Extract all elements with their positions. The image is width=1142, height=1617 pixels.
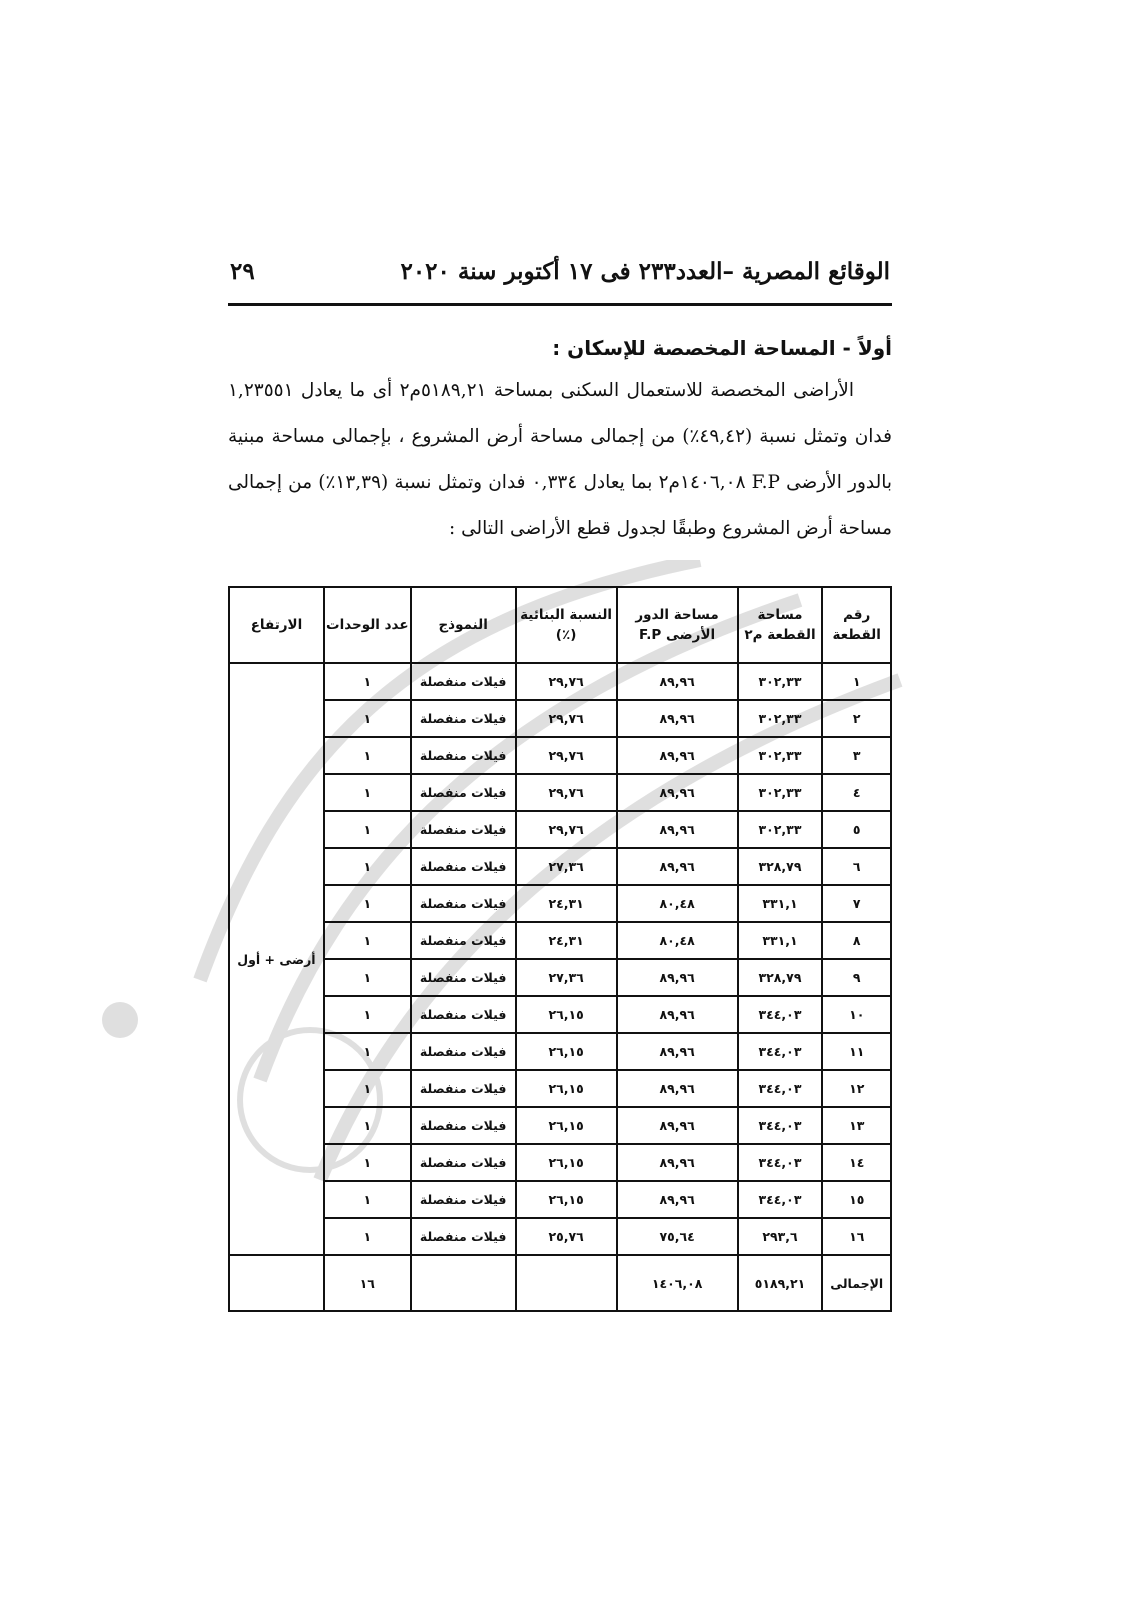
model-cell: فيلات منفصلة: [411, 996, 516, 1033]
coverage-cell: ٢٦,١٥: [516, 1144, 617, 1181]
coverage-cell: ٢٧,٣٦: [516, 848, 617, 885]
units-cell: ١: [324, 737, 411, 774]
coverage-cell: ٢٩,٧٦: [516, 811, 617, 848]
table-row: [229, 1033, 891, 1070]
plot-no-cell: ٥: [822, 811, 891, 848]
plot-area-cell: ٣٠٢,٣٣: [738, 663, 823, 700]
plot-no-cell: ٦: [822, 848, 891, 885]
model-cell: فيلات منفصلة: [411, 848, 516, 885]
units-cell: ١: [324, 1070, 411, 1107]
table-row: [229, 774, 891, 811]
plot-area-cell: ٣٢٨,٧٩: [738, 959, 823, 996]
plot-area-cell: ٣٤٤,٠٣: [738, 996, 823, 1033]
plot-area-cell: ٣٤٤,٠٣: [738, 1144, 823, 1181]
plot-area-cell: ٣٠٢,٣٣: [738, 700, 823, 737]
coverage-cell: ٢٩,٧٦: [516, 663, 617, 700]
header-divider: [228, 303, 892, 306]
coverage-cell: ٢٩,٧٦: [516, 700, 617, 737]
ground-fp-cell: ٧٥,٦٤: [617, 1218, 738, 1255]
model-cell: فيلات منفصلة: [411, 811, 516, 848]
table-row: [229, 885, 891, 922]
table-row: [229, 1107, 891, 1144]
table-row: [229, 959, 891, 996]
units-cell: ١: [324, 1144, 411, 1181]
model-cell: فيلات منفصلة: [411, 737, 516, 774]
units-cell: ١: [324, 885, 411, 922]
model-cell: فيلات منفصلة: [411, 1107, 516, 1144]
ground-fp-cell: ٨٩,٩٦: [617, 811, 738, 848]
ground-fp-cell: ٨٠,٤٨: [617, 922, 738, 959]
plot-no-cell: ١٥: [822, 1181, 891, 1218]
ground-fp-cell: ٨٩,٩٦: [617, 737, 738, 774]
units-cell: ١: [324, 1218, 411, 1255]
units-cell: ١: [324, 663, 411, 700]
table-header-row: [229, 587, 891, 663]
units-cell: ١: [324, 1107, 411, 1144]
ground-fp-cell: ٨٩,٩٦: [617, 700, 738, 737]
model-cell: فيلات منفصلة: [411, 1070, 516, 1107]
model-cell: فيلات منفصلة: [411, 1218, 516, 1255]
plot-area-cell: ٢٩٣,٦: [738, 1218, 823, 1255]
section-title: أولاً - المساحة المخصصة للإسكان :: [552, 336, 892, 360]
ground-fp-cell: ٨٩,٩٦: [617, 959, 738, 996]
table-row: [229, 922, 891, 959]
plot-no-cell: ١٦: [822, 1218, 891, 1255]
model-cell: فيلات منفصلة: [411, 1033, 516, 1070]
coverage-cell: ٢٦,١٥: [516, 1181, 617, 1218]
header-coverage: النسبة البنائية (٪): [516, 587, 617, 663]
table-row: [229, 1218, 891, 1255]
plot-area-cell: ٣٤٤,٠٣: [738, 1070, 823, 1107]
plot-area-cell: ٣٣١,١: [738, 922, 823, 959]
plot-area-cell: ٣٢٨,٧٩: [738, 848, 823, 885]
total-row: [229, 1255, 891, 1311]
model-cell: فيلات منفصلة: [411, 885, 516, 922]
model-cell: فيلات منفصلة: [411, 663, 516, 700]
plot-no-cell: ١١: [822, 1033, 891, 1070]
units-cell: ١: [324, 700, 411, 737]
coverage-cell: ٢٦,١٥: [516, 996, 617, 1033]
plot-no-cell: ٢: [822, 700, 891, 737]
ground-fp-cell: ٨٩,٩٦: [617, 1181, 738, 1218]
ground-fp-cell: ٨٩,٩٦: [617, 774, 738, 811]
plot-no-cell: ٩: [822, 959, 891, 996]
model-cell: فيلات منفصلة: [411, 922, 516, 959]
plot-area-cell: ٣٤٤,٠٣: [738, 1181, 823, 1218]
units-cell: ١: [324, 996, 411, 1033]
ground-fp-cell: ٨٩,٩٦: [617, 663, 738, 700]
plot-area-cell: ٣٠٢,٣٣: [738, 774, 823, 811]
coverage-cell: ٢٤,٣١: [516, 922, 617, 959]
plot-no-cell: ١٢: [822, 1070, 891, 1107]
model-cell: فيلات منفصلة: [411, 774, 516, 811]
coverage-cell: ٢٥,٧٦: [516, 1218, 617, 1255]
plot-area-cell: ٣٤٤,٠٣: [738, 1107, 823, 1144]
table-row: [229, 700, 891, 737]
coverage-cell: ٢٦,١٥: [516, 1070, 617, 1107]
table-body: [229, 663, 891, 1311]
table-row: [229, 811, 891, 848]
model-cell: فيلات منفصلة: [411, 700, 516, 737]
ground-fp-cell: ٨٩,٩٦: [617, 848, 738, 885]
table-row: [229, 663, 891, 700]
header-plot-no: رقم القطعة: [822, 587, 891, 663]
plot-no-cell: ٤: [822, 774, 891, 811]
total-model: [411, 1255, 516, 1311]
units-cell: ١: [324, 959, 411, 996]
plot-area-cell: ٣٣١,١: [738, 885, 823, 922]
plot-area-cell: ٣٠٢,٣٣: [738, 811, 823, 848]
coverage-cell: ٢٦,١٥: [516, 1033, 617, 1070]
total-fp: ١٤٠٦,٠٨: [617, 1255, 738, 1311]
plot-no-cell: ٣: [822, 737, 891, 774]
ground-fp-cell: ٨٩,٩٦: [617, 996, 738, 1033]
page-number: ٢٩: [230, 258, 255, 285]
plot-no-cell: ٧: [822, 885, 891, 922]
table-row: [229, 1144, 891, 1181]
coverage-cell: ٢٦,١٥: [516, 1107, 617, 1144]
plot-no-cell: ١: [822, 663, 891, 700]
plot-no-cell: ١٠: [822, 996, 891, 1033]
ground-fp-cell: ٨٩,٩٦: [617, 1144, 738, 1181]
model-cell: فيلات منفصلة: [411, 1144, 516, 1181]
header-units: عدد الوحدات: [324, 587, 411, 663]
table-row: [229, 1070, 891, 1107]
table-row: [229, 996, 891, 1033]
units-cell: ١: [324, 848, 411, 885]
total-coverage: [516, 1255, 617, 1311]
model-cell: فيلات منفصلة: [411, 1181, 516, 1218]
total-units: ١٦: [324, 1255, 411, 1311]
page-header: [230, 258, 890, 298]
model-cell: فيلات منفصلة: [411, 959, 516, 996]
units-cell: ١: [324, 1033, 411, 1070]
units-cell: ١: [324, 1181, 411, 1218]
gazette-title: الوقائع المصرية –العدد٢٣٣ فى ١٧ أكتوبر سنة ٢٠٢٠: [400, 258, 890, 285]
height-cell: أرضى + أول: [229, 663, 324, 1255]
ground-fp-cell: ٨٠,٤٨: [617, 885, 738, 922]
units-cell: ١: [324, 922, 411, 959]
total-label: الإجمالى: [822, 1255, 891, 1311]
ground-fp-cell: ٨٩,٩٦: [617, 1070, 738, 1107]
total-height: [229, 1255, 324, 1311]
total-area: ٥١٨٩,٢١: [738, 1255, 823, 1311]
header-ground-fp: مساحة الدور الأرضى F.P: [617, 587, 738, 663]
body-paragraph: [228, 368, 892, 552]
coverage-cell: ٢٧,٣٦: [516, 959, 617, 996]
coverage-cell: ٢٩,٧٦: [516, 774, 617, 811]
plot-area-cell: ٣٤٤,٠٣: [738, 1033, 823, 1070]
coverage-cell: ٢٤,٣١: [516, 885, 617, 922]
units-cell: ١: [324, 811, 411, 848]
table-row: [229, 737, 891, 774]
ground-fp-cell: ٨٩,٩٦: [617, 1033, 738, 1070]
plot-area-cell: ٣٠٢,٣٣: [738, 737, 823, 774]
plot-no-cell: ١٤: [822, 1144, 891, 1181]
ground-fp-cell: ٨٩,٩٦: [617, 1107, 738, 1144]
plot-no-cell: ٨: [822, 922, 891, 959]
coverage-cell: ٢٩,٧٦: [516, 737, 617, 774]
header-height: الارتفاع: [229, 587, 324, 663]
header-model: النموذج: [411, 587, 516, 663]
header-plot-area: مساحة القطعة م٢: [738, 587, 823, 663]
table-row: [229, 1181, 891, 1218]
plots-table: [228, 586, 892, 1312]
table-row: [229, 848, 891, 885]
units-cell: ١: [324, 774, 411, 811]
plot-no-cell: ١٣: [822, 1107, 891, 1144]
paragraph-text: الأراضى المخصصة للاستعمال السكنى بمساحة ٥١٨٩,٢١م٢ أى ما يعادل ١,٢٣٥٥١ فدان وتمثل نسبة (٤٩,٤٢٪) من إجمالى مساحة أرض المشروع ، بإجمالى مساحة مبنية بالدور الأرضى F.P ١٤٠٦,٠٨م٢ بما يعادل ٠,٣٣٤ فدان وتمثل نسبة (١٣,٣٩٪) من إجمالى مساحة أرض المشروع وطبقًا لجدول قطع الأراضى التالى :: [228, 380, 893, 539]
